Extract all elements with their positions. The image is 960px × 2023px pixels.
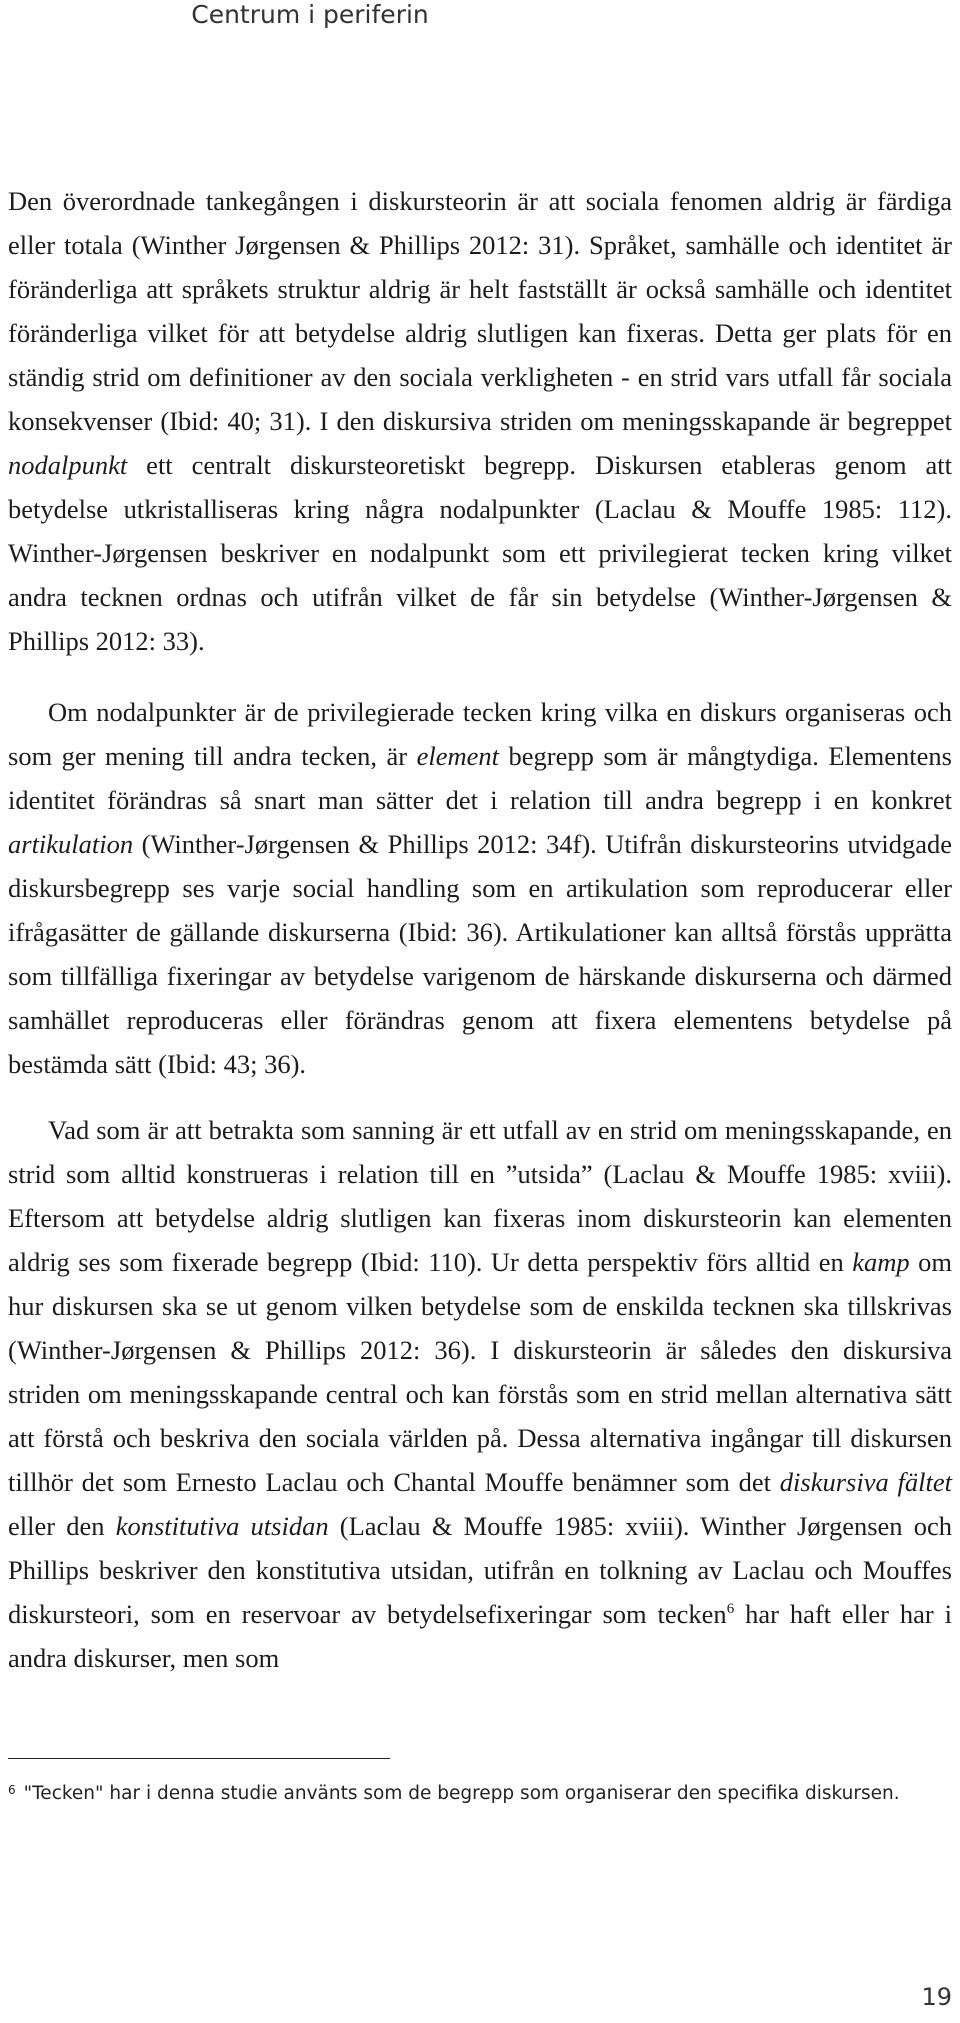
- term-kamp: kamp: [852, 1247, 910, 1277]
- term-artikulation: artikulation: [8, 829, 134, 859]
- page-number: 19: [921, 1983, 952, 2011]
- paragraph-1-text: Den överordnade tankegången i diskursteorin är att sociala fenomen aldrig är färdiga eller totala (Winther Jørgensen & Phillips 2012: 31). Språket, samhälle och identitet är föränderliga att språkets struktur aldrig är helt fastställt är också samhälle och identitet föränderliga vilket för att betydelse aldrig slutligen kan fixeras. Detta ger plats för en ständig strid om definitioner av den sociala verkligheten - en strid vars utfall får sociala konsekvenser (Ibid: 40; 31). I den diskursiva striden om meningsskapande är begreppet: [8, 186, 952, 436]
- paragraph-3-text-mid3: (Laclau & Mouffe 1985: xviii). Winther Jørgensen och Phillips beskriver den konstitutiva utsidan, utifrån en tolkning av Laclau och Mouffes diskursteori, som en reservoar av betydelsefixeringar som tecken: [8, 1511, 952, 1629]
- paragraph-3-text-mid: om hur diskursen ska se ut genom vilken betydelse som de enskilda tecknen ska tillskrivas (Winther-Jørgensen & Phillips 2012: 36). I diskursteorin är således den diskursiva striden om meningsskapande central och kan förstås som en strid mellan alternativa sätt att förstå och beskriva den sociala världen på. Dessa alternativa ingångar till diskursen tillhör det som Ernesto Laclau och Chantal Mouffe benämner som det: [8, 1247, 952, 1497]
- running-header: Centrum i periferin: [191, 0, 429, 29]
- paragraph-2-text-end: (Winther-Jørgensen & Phillips 2012: 34f). Utifrån diskursteorins utvidgade diskursbegrepp ses varje social handling som en artikulation som reproducerar eller ifrågasätter de gällande diskurserna (Ibid: 36). Artikulationer kan alltså förstås upprätta som tillfälliga fixeringar av betydelse varigenom de härskande diskurserna och därmed samhället reproduceras eller förändras genom att fixera elementens betydelse på bestämda sätt (Ibid: 43; 36).: [8, 829, 952, 1079]
- footnote-text: "Tecken" har i denna studie använts som de begrepp som organiserar den specifika diskursen.: [23, 1783, 900, 1804]
- paragraph-2-text-mid: begrepp som är mångtydiga. Elementens identitet förändras så snart man sätter det i relation till andra begrepp i en konkret: [8, 741, 952, 815]
- footnote: [8, 1776, 952, 1808]
- term-diskursiva-faltet: diskursiva fältet: [779, 1467, 952, 1497]
- paragraph-1-text-cont: ett centralt diskursteoretiskt begrepp. Diskursen etableras genom att betydelse utkristalliseras kring några nodalpunkter (Laclau & Mouffe 1985: 112). Winther-Jørgensen beskriver en nodalpunkt som ett privilegierat tecken kring vilket andra tecknen ordnas och utifrån vilket de får sin betydelse (Winther-Jørgensen & Phillips 2012: 33).: [8, 450, 952, 656]
- paragraph-3-text: Vad som är att betrakta som sanning är ett utfall av en strid om meningsskapande, en strid som alltid konstrueras i relation till en ”utsida” (Laclau & Mouffe 1985: xviii). Eftersom att betydelse aldrig slutligen kan fixeras inom diskursteorin kan elementen aldrig ses som fixerade begrepp (Ibid: 110). Ur detta perspektiv förs alltid en: [8, 1115, 952, 1277]
- paragraph-3-text-mid2: eller den: [8, 1511, 116, 1541]
- term-konstitutiva-utsidan: konstitutiva utsidan: [115, 1511, 329, 1541]
- paragraph-3: [8, 1108, 952, 1680]
- paragraph-2: [8, 690, 952, 1086]
- term-nodalpunkt: nodalpunkt: [8, 450, 128, 480]
- paragraph-2-text: Om nodalpunkter är de privilegierade tecken kring vilka en diskurs organiseras och som ger mening till andra tecken, är: [8, 697, 952, 771]
- paragraph-3-text-end: har haft eller har i andra diskurser, men som: [8, 1599, 952, 1673]
- term-element: element: [416, 741, 500, 771]
- footnote-divider: [8, 1758, 390, 1759]
- paragraph-1: [8, 179, 952, 663]
- footnote-marker: 6: [8, 1783, 16, 1797]
- footnote-reference[interactable]: 6: [726, 1601, 735, 1617]
